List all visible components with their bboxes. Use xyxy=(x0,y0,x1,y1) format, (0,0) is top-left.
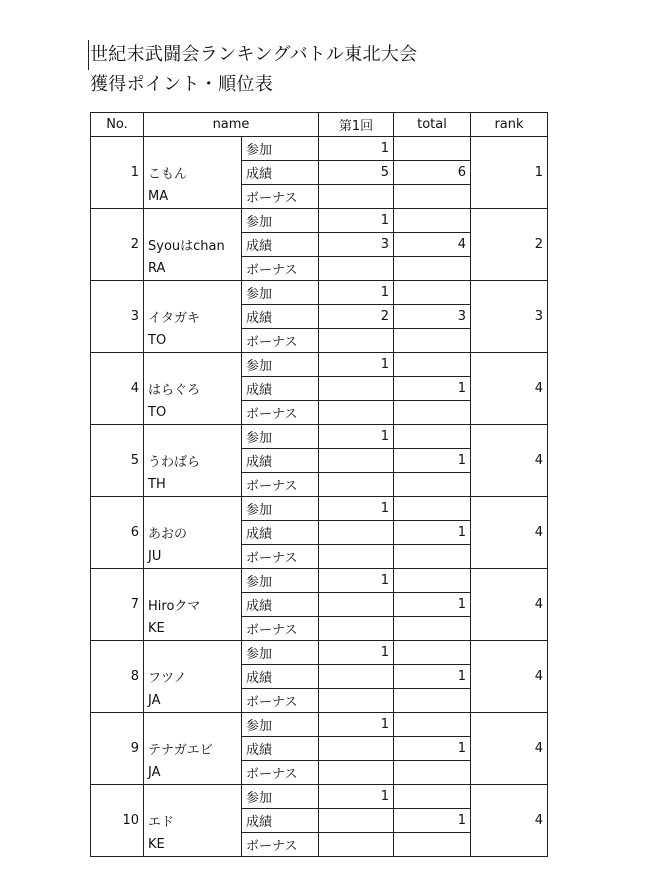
row-label-result: 成績 xyxy=(242,521,319,545)
entry-name-blank xyxy=(144,785,242,809)
participation-value: 1 xyxy=(319,785,394,809)
header-no: No. xyxy=(91,113,144,137)
bonus-value xyxy=(319,185,394,209)
entry-rank: 4 xyxy=(471,497,548,569)
bonus-value xyxy=(319,833,394,857)
participation-value: 1 xyxy=(319,641,394,665)
total-blank xyxy=(394,761,471,785)
header-name: name xyxy=(144,113,319,137)
row-label-result: 成績 xyxy=(242,809,319,833)
bonus-value xyxy=(319,545,394,569)
table-row xyxy=(91,641,548,665)
table-row xyxy=(91,713,548,737)
page-subtitle: 獲得ポイント・順位表 xyxy=(90,74,273,95)
total-blank xyxy=(394,713,471,737)
entry-name: テナガエビ xyxy=(144,737,242,761)
row-label-participation: 参加 xyxy=(242,353,319,377)
entry-rank: 4 xyxy=(471,641,548,713)
header-row xyxy=(91,113,548,137)
row-label-participation: 参加 xyxy=(242,713,319,737)
entry-name: はらぐろ xyxy=(144,377,242,401)
ranking-table xyxy=(90,112,548,857)
total-blank xyxy=(394,641,471,665)
entry-name-blank xyxy=(144,569,242,593)
entry-rank: 3 xyxy=(471,281,548,353)
table-row xyxy=(91,785,548,809)
total-blank xyxy=(394,401,471,425)
result-value xyxy=(319,665,394,689)
result-value: 2 xyxy=(319,305,394,329)
row-label-participation: 参加 xyxy=(242,209,319,233)
entry-name: イタガキ xyxy=(144,305,242,329)
entry-number: 1 xyxy=(91,137,144,209)
bonus-value xyxy=(319,473,394,497)
bonus-value xyxy=(319,689,394,713)
entry-team: MA xyxy=(144,185,242,209)
entry-name: フツノ xyxy=(144,665,242,689)
total-blank xyxy=(394,545,471,569)
result-value xyxy=(319,737,394,761)
row-label-participation: 参加 xyxy=(242,785,319,809)
row-label-bonus: ボーナス xyxy=(242,401,319,425)
table-row xyxy=(91,353,548,377)
total-blank xyxy=(394,689,471,713)
total-blank xyxy=(394,257,471,281)
row-label-participation: 参加 xyxy=(242,281,319,305)
entry-total: 1 xyxy=(394,809,471,833)
participation-value: 1 xyxy=(319,353,394,377)
participation-value: 1 xyxy=(319,497,394,521)
entry-team: KE xyxy=(144,833,242,857)
entry-name-blank xyxy=(144,425,242,449)
row-label-bonus: ボーナス xyxy=(242,545,319,569)
entry-name-blank xyxy=(144,641,242,665)
participation-value: 1 xyxy=(319,137,394,161)
row-label-bonus: ボーナス xyxy=(242,833,319,857)
total-blank xyxy=(394,785,471,809)
entry-name: あおの xyxy=(144,521,242,545)
entry-total: 1 xyxy=(394,593,471,617)
entry-number: 9 xyxy=(91,713,144,785)
entry-number: 2 xyxy=(91,209,144,281)
entry-total: 6 xyxy=(394,161,471,185)
result-value: 5 xyxy=(319,161,394,185)
entry-number: 8 xyxy=(91,641,144,713)
entry-name: こもん xyxy=(144,161,242,185)
participation-value: 1 xyxy=(319,209,394,233)
entry-number: 6 xyxy=(91,497,144,569)
entry-rank: 1 xyxy=(471,137,548,209)
entry-team: TH xyxy=(144,473,242,497)
entry-team: JU xyxy=(144,545,242,569)
entry-total: 3 xyxy=(394,305,471,329)
entry-team: KE xyxy=(144,617,242,641)
row-label-participation: 参加 xyxy=(242,425,319,449)
result-value xyxy=(319,593,394,617)
row-label-participation: 参加 xyxy=(242,497,319,521)
entry-total: 1 xyxy=(394,737,471,761)
total-blank xyxy=(394,185,471,209)
row-label-result: 成績 xyxy=(242,665,319,689)
row-label-bonus: ボーナス xyxy=(242,329,319,353)
table-row xyxy=(91,497,548,521)
entry-rank: 4 xyxy=(471,569,548,641)
entry-total: 1 xyxy=(394,521,471,545)
title-block xyxy=(90,40,417,100)
table-row xyxy=(91,137,548,161)
entry-rank: 2 xyxy=(471,209,548,281)
total-blank xyxy=(394,329,471,353)
row-label-result: 成績 xyxy=(242,161,319,185)
row-label-bonus: ボーナス xyxy=(242,257,319,281)
entry-total: 1 xyxy=(394,377,471,401)
row-label-participation: 参加 xyxy=(242,641,319,665)
page-title: 世紀末武闘会ランキングバトル東北大会 xyxy=(88,40,417,70)
entry-rank: 4 xyxy=(471,353,548,425)
row-label-bonus: ボーナス xyxy=(242,185,319,209)
bonus-value xyxy=(319,329,394,353)
result-value xyxy=(319,449,394,473)
header-round1: 第1回 xyxy=(319,113,394,137)
row-label-bonus: ボーナス xyxy=(242,761,319,785)
entry-name-blank xyxy=(144,209,242,233)
header-total: total xyxy=(394,113,471,137)
bonus-value xyxy=(319,617,394,641)
entry-number: 3 xyxy=(91,281,144,353)
total-blank xyxy=(394,833,471,857)
total-blank xyxy=(394,353,471,377)
total-blank xyxy=(394,281,471,305)
row-label-result: 成績 xyxy=(242,737,319,761)
total-blank xyxy=(394,137,471,161)
row-label-result: 成績 xyxy=(242,593,319,617)
entry-number: 10 xyxy=(91,785,144,857)
total-blank xyxy=(394,569,471,593)
entry-rank: 4 xyxy=(471,785,548,857)
entry-team: RA xyxy=(144,257,242,281)
table-row xyxy=(91,281,548,305)
bonus-value xyxy=(319,401,394,425)
participation-value: 1 xyxy=(319,281,394,305)
entry-name: Syouはchan xyxy=(144,233,242,257)
table-row xyxy=(91,569,548,593)
total-blank xyxy=(394,209,471,233)
table-row xyxy=(91,425,548,449)
entry-name-blank xyxy=(144,713,242,737)
row-label-bonus: ボーナス xyxy=(242,689,319,713)
entry-name: Hiroクマ xyxy=(144,593,242,617)
row-label-bonus: ボーナス xyxy=(242,617,319,641)
header-rank: rank xyxy=(471,113,548,137)
entry-rank: 4 xyxy=(471,713,548,785)
bonus-value xyxy=(319,761,394,785)
participation-value: 1 xyxy=(319,713,394,737)
entry-name-blank xyxy=(144,137,242,161)
result-value xyxy=(319,809,394,833)
entry-team: TO xyxy=(144,401,242,425)
entry-total: 4 xyxy=(394,233,471,257)
entry-number: 7 xyxy=(91,569,144,641)
entry-rank: 4 xyxy=(471,425,548,497)
result-value xyxy=(319,521,394,545)
entry-name: うわばら xyxy=(144,449,242,473)
entry-number: 5 xyxy=(91,425,144,497)
row-label-result: 成績 xyxy=(242,233,319,257)
entry-name-blank xyxy=(144,353,242,377)
participation-value: 1 xyxy=(319,569,394,593)
result-value xyxy=(319,377,394,401)
row-label-participation: 参加 xyxy=(242,569,319,593)
row-label-result: 成績 xyxy=(242,377,319,401)
row-label-bonus: ボーナス xyxy=(242,473,319,497)
entry-number: 4 xyxy=(91,353,144,425)
entry-name: エド xyxy=(144,809,242,833)
bonus-value xyxy=(319,257,394,281)
total-blank xyxy=(394,617,471,641)
entry-total: 1 xyxy=(394,665,471,689)
entry-team: JA xyxy=(144,689,242,713)
total-blank xyxy=(394,425,471,449)
entry-total: 1 xyxy=(394,449,471,473)
row-label-result: 成績 xyxy=(242,305,319,329)
row-label-result: 成績 xyxy=(242,449,319,473)
total-blank xyxy=(394,497,471,521)
entry-team: JA xyxy=(144,761,242,785)
participation-value: 1 xyxy=(319,425,394,449)
entry-team: TO xyxy=(144,329,242,353)
entry-name-blank xyxy=(144,497,242,521)
table-row xyxy=(91,209,548,233)
result-value: 3 xyxy=(319,233,394,257)
entry-name-blank xyxy=(144,281,242,305)
total-blank xyxy=(394,473,471,497)
row-label-participation: 参加 xyxy=(242,137,319,161)
